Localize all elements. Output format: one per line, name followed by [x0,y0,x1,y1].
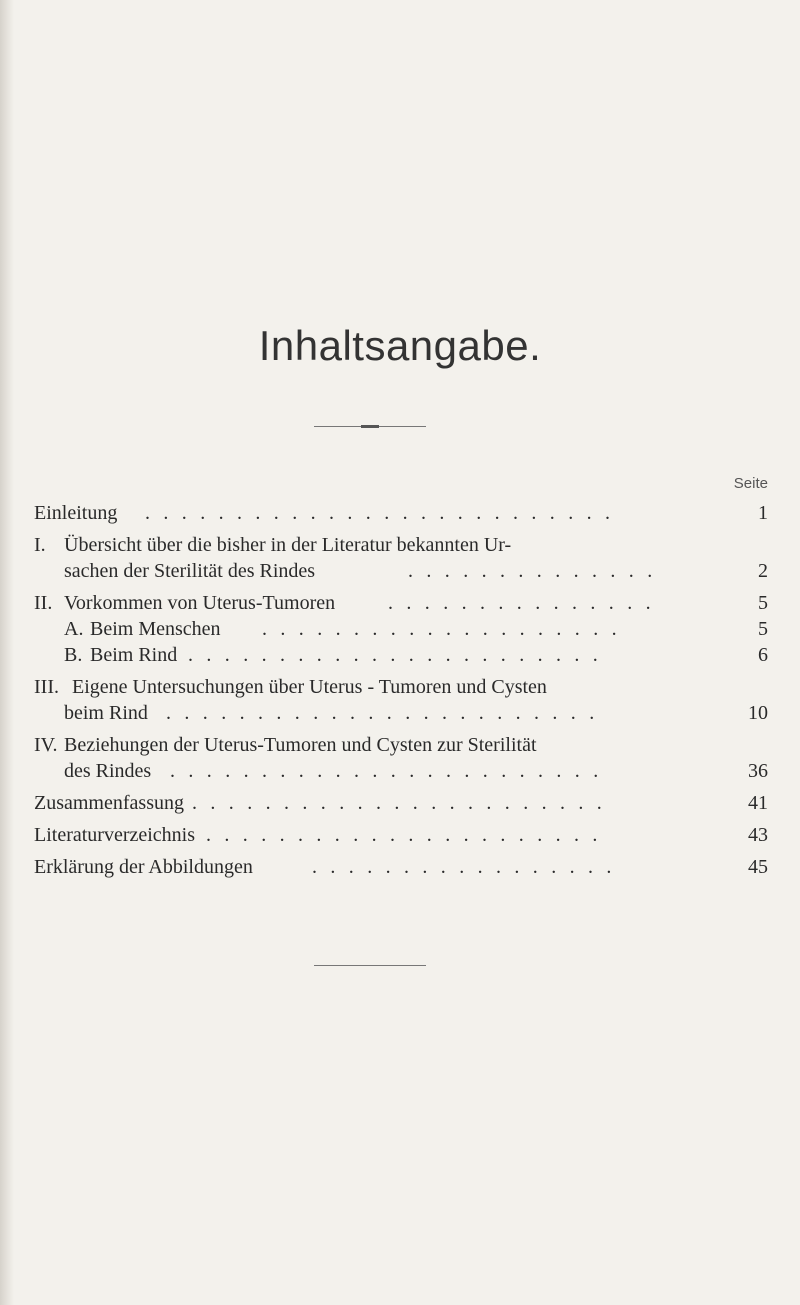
toc-entry-4-num: B. [64,644,83,666]
toc-entry-6-text[interactable]: des Rindes [64,760,152,782]
page-title: Inhaltsangabe. [258,322,542,369]
toc-entry-1-text[interactable]: sachen der Sterilität des Rindes [64,560,316,582]
toc-entry-5-text[interactable]: beim Rind [64,702,148,724]
toc-entry-2-text[interactable]: Vorkommen von Uterus-Tumoren [64,592,336,614]
toc-entry-5-line1[interactable]: Eigene Untersuchungen über Uterus - Tumoren und Cysten [72,676,547,698]
toc-entry-zusammenfassung[interactable]: Zusammenfassung [34,792,184,814]
toc-entry-einleitung[interactable] [34,500,117,526]
toc-entry-5-num: III. [34,676,59,698]
toc-entry-3-text[interactable]: Beim Menschen [90,618,221,640]
toc-entry-3-num: A. [64,618,84,640]
bottom-divider [314,965,426,966]
page-edge-shadow [0,0,14,1305]
toc-entry-1-line1[interactable]: Übersicht über die bisher in der Literatur bekannten Ur- [64,534,512,556]
toc-entry-2-num: II. [34,592,53,614]
toc-entry-erklaerung[interactable]: Erklärung der Abbildungen [34,856,253,878]
toc-entry-text: Einleitung [34,502,118,524]
title-divider [314,426,426,427]
toc-entry-literaturverzeichnis[interactable]: Literaturverzeichnis [34,824,196,846]
toc-entry-1-num: I. [34,534,46,556]
page-column-label: Seite [733,475,768,492]
toc-entry-6-line1[interactable]: Beziehungen der Uterus-Tumoren und Cysten zur Sterilität [64,734,537,756]
toc-entry-6-num: IV. [34,734,58,756]
toc-entry-4-text[interactable]: Beim Rind [90,644,178,666]
